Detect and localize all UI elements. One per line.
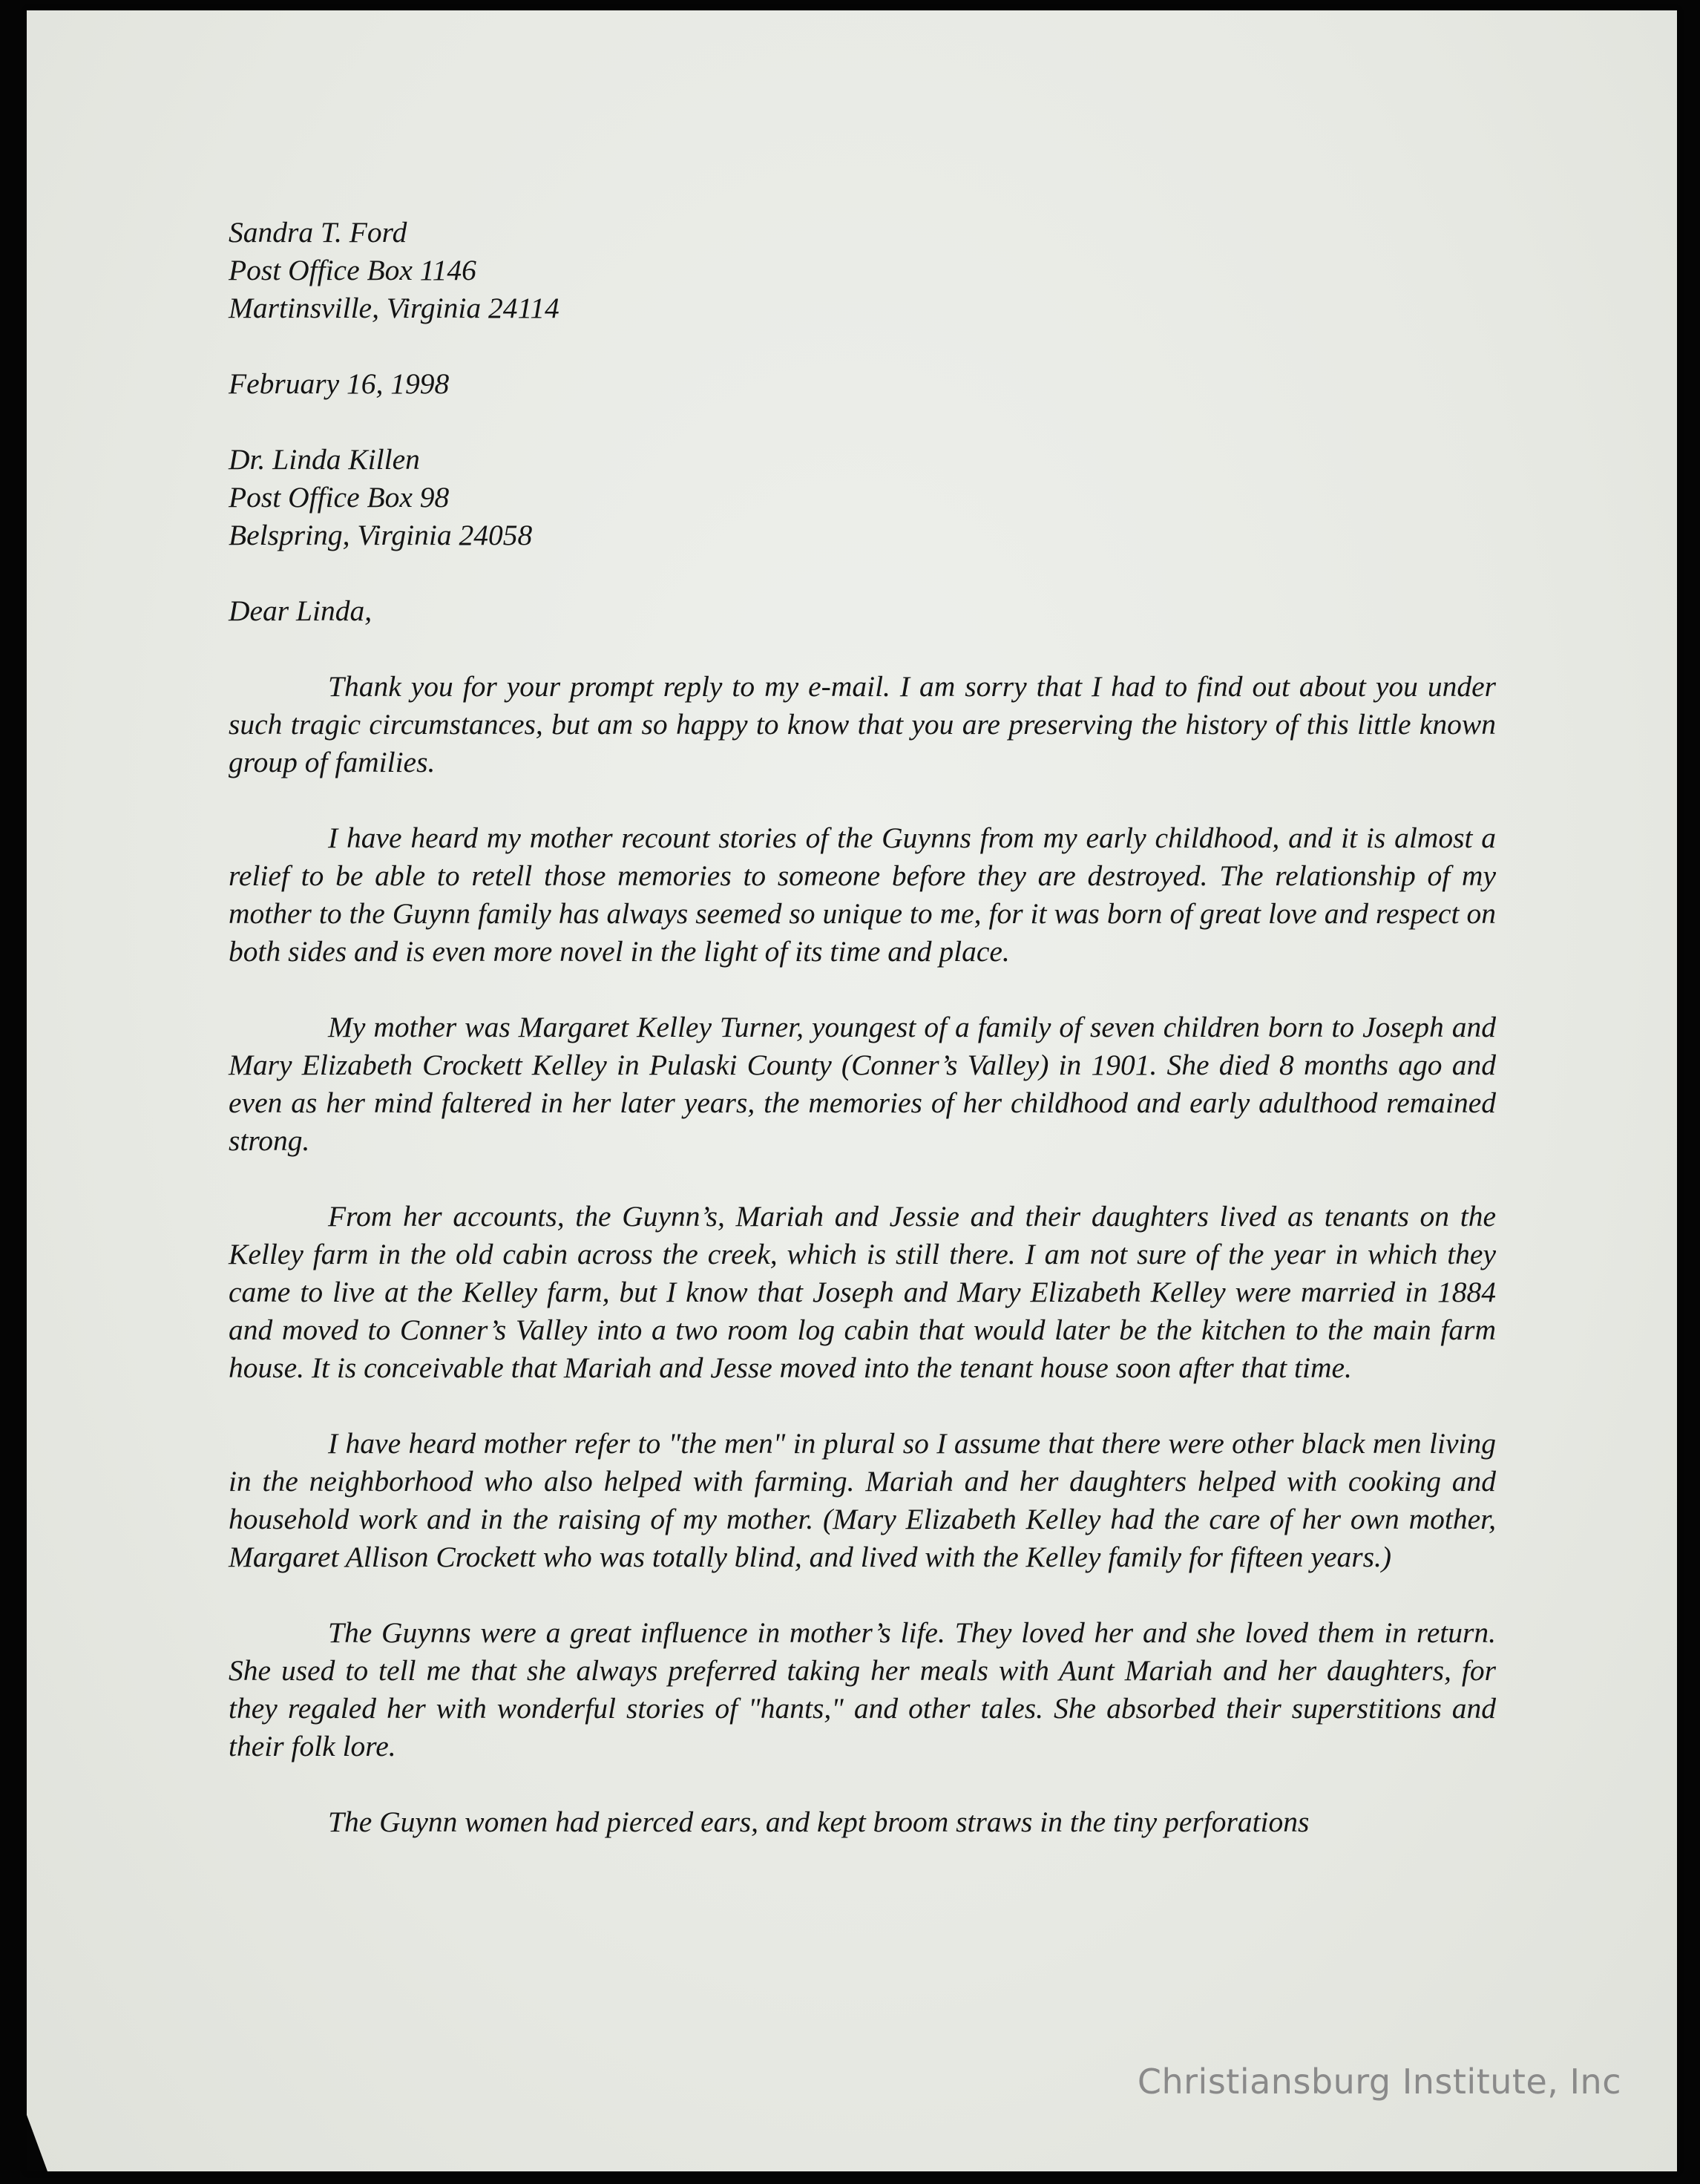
watermark-text: Christiansburg Institute, Inc <box>1137 2062 1621 2102</box>
recipient-address <box>229 441 1496 554</box>
folded-corner <box>27 2115 47 2171</box>
paragraph: From her accounts, the Guynn’s, Mariah and Jessie and their daughters lived as tenants on the Kelley farm in the old cabin across the creek, which is still there. I am not sure of the year in which they came to live at the Kelley farm, but I know that Joseph and Mary Elizabeth Kelley were married in 1884 and moved to Conner’s Valley into a two room log cabin that would later be the kitchen to the main farm house. It is conceivable that Mariah and Jesse moved into the tenant house soon after that time. <box>229 1200 1496 1384</box>
sender-address <box>229 214 1496 327</box>
recipient-address-line-1: Post Office Box 98 <box>229 481 450 514</box>
sender-name: Sandra T. Ford <box>229 216 407 249</box>
paragraph: Thank you for your prompt reply to my e-mail. I am sorry that I had to find out about you under such tragic circumstances, but am so happy to know that you are preserving the history of this little known group of families. <box>229 670 1496 778</box>
letter-date: February 16, 1998 <box>229 367 450 400</box>
paragraph: The Guynns were a great influence in mother’s life. They loved her and she loved them in return. She used to tell me that she always preferred taking her meals with Aunt Mariah and her daughters, for they regaled her with wonderful stories of "hants," and other tales. She absorbed their superstitions and their folk lore. <box>229 1616 1496 1762</box>
sender-address-line-2: Martinsville, Virginia 24114 <box>229 292 559 324</box>
salutation: Dear Linda, <box>229 594 373 627</box>
paragraph: I have heard my mother recount stories of the Guynns from my early childhood, and it is almost a relief to be able to retell those memories to someone before they are destroyed. The relationship of my mother to the Guynn family has always seemed so unique to me, for it was born of great love and respect on both sides and is even more novel in the light of its time and place. <box>229 822 1496 968</box>
recipient-address-line-2: Belspring, Virginia 24058 <box>229 519 533 551</box>
sender-address-line-1: Post Office Box 1146 <box>229 254 476 286</box>
paragraph: I have heard mother refer to "the men" in plural so I assume that there were other black men living in the neighborhood who also helped with farming. Mariah and her daughters helped with cooking and household work and in the raising of my mother. (Mary Elizabeth Kelley had the care of her own mother, Margaret Allison Crockett who was totally blind, and lived with the Kelley family for fifteen years.) <box>229 1427 1496 1573</box>
paragraph: The Guynn women had pierced ears, and kept broom straws in the tiny perforations <box>328 1806 1310 1838</box>
recipient-name: Dr. Linda Killen <box>229 443 420 476</box>
paragraph: My mother was Margaret Kelley Turner, youngest of a family of seven children born to Joseph and Mary Elizabeth Crockett Kelley in Pulaski County (Conner’s Valley) in 1901. She died 8 months ago and even as her mind faltered in her later years, the memories of her childhood and early adulthood remained strong. <box>229 1011 1496 1157</box>
letter-body <box>229 214 1496 1841</box>
